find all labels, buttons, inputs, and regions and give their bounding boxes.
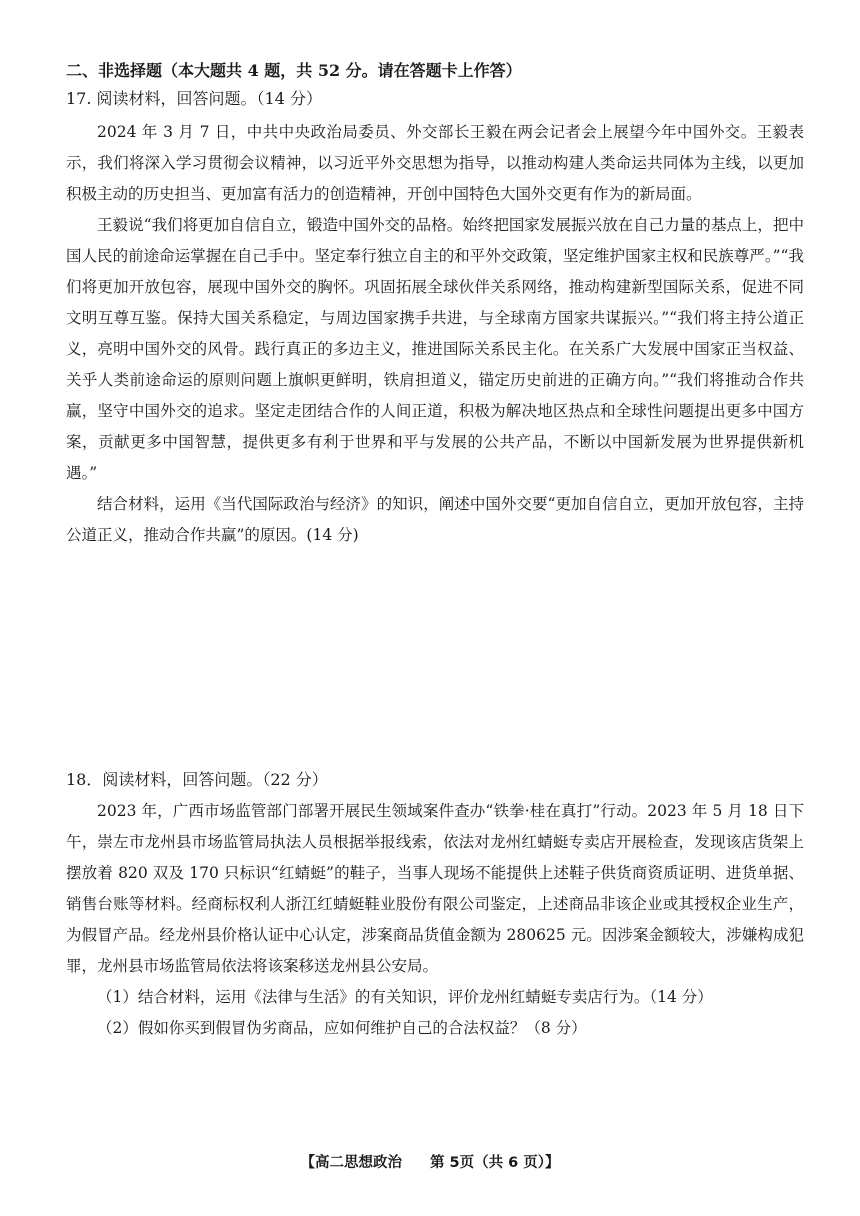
question-18-title: 18．阅读材料，回答问题。（22 分） xyxy=(66,770,328,789)
q17-paragraph-1: 2024 年 3 月 7 日，中共中央政治局委员、外交部长王毅在两会记者会上展望今年中国外交。王毅表示，我们将深入学习贯彻会议精神，以习近平外交思想为指导，以推动构建人类命运共同体为主线，以更加积极主动的历史担当、更加富有活力的创造精神，开创中国特色大国外交更有作为的新局面。 xyxy=(66,123,804,203)
question-18-body xyxy=(66,796,804,1044)
question-17-body xyxy=(66,117,804,551)
footer-page-number: 第 5页（共 6 页）】 xyxy=(429,1155,560,1171)
q17-prompt: 结合材料，运用《当代国际政治与经济》的知识，阐述中国外交要“更加自信自立，更加开放包容，主持公道正义，推动合作共赢”的原因。(14 分) xyxy=(66,495,804,544)
q18-subquestion-1: （1）结合材料，运用《法律与生活》的有关知识，评价龙州红蜻蜓专卖店行为。（14 分） xyxy=(97,988,713,1006)
section-heading: 二、非选择题（本大题共 4 题，共 52 分。请在答题卡上作答） xyxy=(66,61,522,80)
q18-paragraph-1: 2023 年，广西市场监管部门部署开展民生领域案件查办“铁拳·桂在真打”行动。2023 年 5 月 18 日下午，崇左市龙州县市场监管局执法人员根据举报线索，依法对龙州红蜻蜓专卖店开展检查，发现该店货架上摆放着 820 双及 170 只标识“红蜻蜓”的鞋子，当事人现场不能提供上述鞋子供货商资质证明、进货单据、销售台账等材料。经商标权利人浙江红蜻蜓鞋业股份有限公司鉴定，上述商品非该企业或其授权企业生产，为假冒产品。经龙州县价格认证中心认定，涉案商品货值金额为 280625 元。因涉案金额较大，涉嫌构成犯罪，龙州县市场监管局依法将该案移送龙州县公安局。 xyxy=(66,802,804,975)
q17-paragraph-2: 王毅说“我们将更加自信自立，锻造中国外交的品格。始终把国家发展振兴放在自己力量的基点上，把中国人民的前途命运掌握在自己手中。坚定奉行独立自主的和平外交政策，坚定维护国家主权和民族尊严。”“我们将更加开放包容，展现中国外交的胸怀。巩固拓展全球伙伴关系网络，推动构建新型国际关系，促进不同文明互尊互鉴。保持大国关系稳定，与周边国家携手共进，与全球南方国家共谋振兴。”“我们将主持公道正义，亮明中国外交的风骨。践行真正的多边主义，推进国际关系民主化。在关系广大发展中国家正当权益、关乎人类前途命运的原则问题上旗帜更鲜明，铁肩担道义，锚定历史前进的正确方向。”“我们将推动合作共赢，坚守中国外交的追求。坚定走团结合作的人间正道，积极为解决地区热点和全球性问题提出更多中国方案，贡献更多中国智慧，提供更多有利于世界和平与发展的公共产品，不断以中国新发展为世界提供新机遇。” xyxy=(66,216,804,482)
footer-subject: 【高二思想政治 xyxy=(300,1155,402,1171)
q18-subquestion-2: （2）假如你买到假冒伪劣商品，应如何维护自己的合法权益？（8 分） xyxy=(97,1019,587,1037)
question-17-title: 17. 阅读材料，回答问题。（14 分） xyxy=(66,89,322,108)
page-footer xyxy=(0,1151,860,1172)
